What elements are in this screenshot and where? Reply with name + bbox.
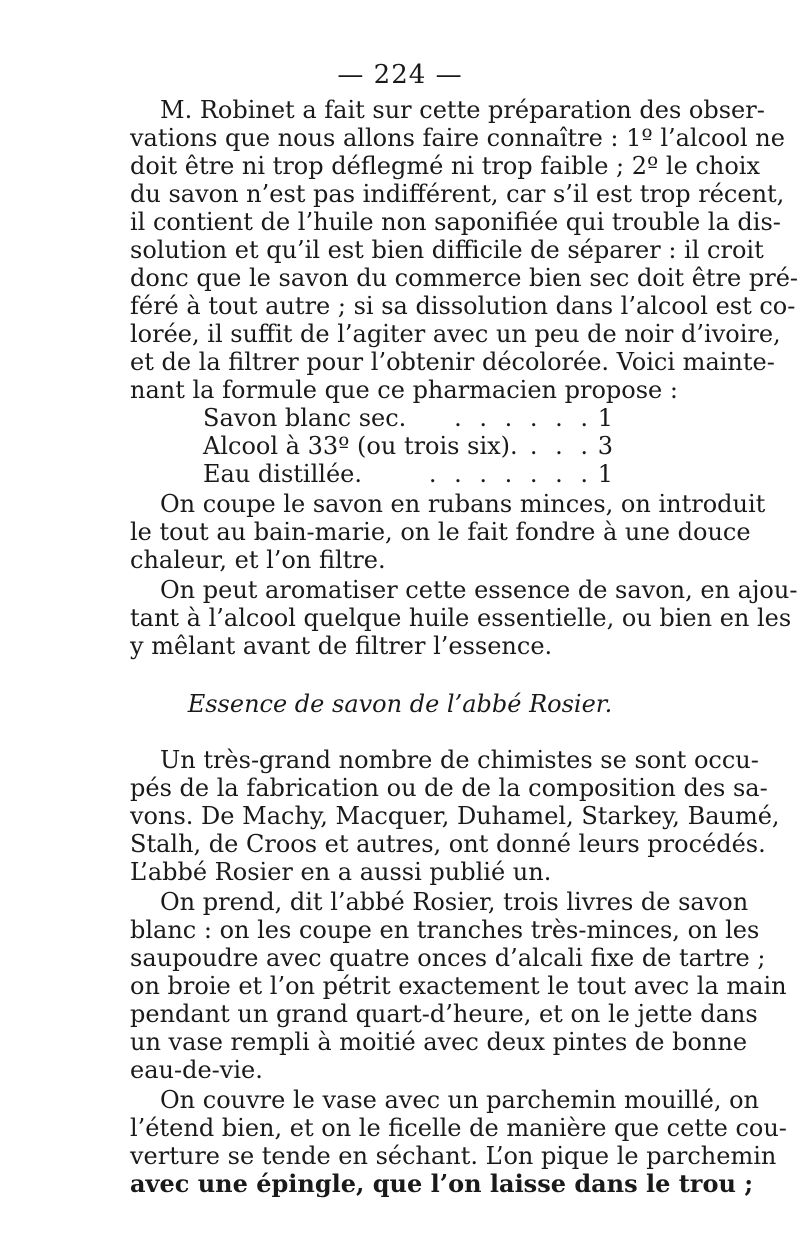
text-line: un vase rempli à moitié avec deux pintes de bonne [130, 1028, 748, 1056]
ingredient-quantity: 3 [597, 432, 613, 460]
page-number: — 224 — [337, 60, 463, 90]
text-line: le tout au bain-marie, on le fait fondre à une douce [130, 518, 751, 546]
text-line: vations que nous allons faire connaître : 1º l’alcool ne [130, 124, 785, 152]
ingredient-quantity: 1 [597, 460, 613, 488]
ingredient-name: Eau distillée. [203, 460, 362, 488]
text-line: L’abbé Rosier en a aussi publié un. [130, 858, 552, 886]
text-line: pés de la fabrication ou de de la composition des sa- [130, 774, 768, 802]
text-line: on broie et l’on pétrit exactement le tout avec la main [130, 972, 787, 1000]
text-line: il contient de l’huile non saponifiée qui trouble la dis- [130, 208, 781, 236]
text-line: donc que le savon du commerce bien sec doit être pré- [130, 264, 799, 292]
text-line: féré à tout autre ; si sa dissolution dans l’alcool est co- [130, 292, 796, 320]
text-line: avec une épingle, que l’on laisse dans le trou ; [130, 1169, 754, 1198]
text-line: M. Robinet a fait sur cette préparation des obser- [160, 96, 765, 124]
text-line: vons. De Machy, Macquer, Duhamel, Starkey, Baumé, [130, 802, 780, 830]
text-line: lorée, il suffit de l’agiter avec un peu de noir d’ivoire, [130, 320, 781, 348]
text-line: verture se tende en séchant. L’on pique le parchemin [130, 1142, 777, 1170]
leader-dots: . . . . . . [454, 404, 593, 432]
text-line: doit être ni trop déflegmé ni trop faible ; 2º le choix [130, 152, 760, 180]
text-line: solution et qu’il est bien difficile de séparer : il croit [130, 236, 764, 264]
text-line: chaleur, et l’on filtre. [130, 546, 386, 574]
text-line: nant la formule que ce pharmacien propose : [130, 376, 678, 404]
text-line: On prend, dit l’abbé Rosier, trois livres de savon [160, 888, 749, 916]
text-line: pendant un grand quart-d’heure, et on le jette dans [130, 1000, 758, 1028]
text-line: blanc : on les coupe en tranches très-minces, on les [130, 916, 760, 944]
leader-dots: . . . [529, 432, 593, 460]
text-line: du savon n’est pas indifférent, car s’il est trop récent, [130, 180, 785, 208]
formula-row [203, 432, 613, 460]
formula-row [203, 404, 613, 432]
text-line: On peut aromatiser cette essence de savon, en ajou- [160, 576, 798, 604]
text-line: Stalh, de Croos et autres, ont donné leurs procédés. [130, 830, 766, 858]
text-line: saupoudre avec quatre onces d’alcali fixe de tartre ; [130, 944, 766, 972]
text-line: y mêlant avant de filtrer l’essence. [130, 632, 553, 660]
ingredient-quantity: 1 [597, 404, 613, 432]
text-line: On coupe le savon en rubans minces, on introduit [160, 490, 766, 518]
ingredient-name: Savon blanc sec. [203, 404, 407, 432]
formula-row [203, 460, 613, 488]
text-line: Un très-grand nombre de chimistes se sont occu- [160, 746, 759, 774]
text-line: eau-de-vie. [130, 1056, 263, 1084]
leader-dots: . . . . . . . [428, 460, 593, 488]
section-heading: Essence de savon de l’abbé Rosier. [187, 690, 613, 718]
text-line: tant à l’alcool quelque huile essentielle, ou bien en les [130, 604, 792, 632]
ingredient-name: Alcool à 33º (ou trois six). [203, 432, 518, 460]
text-line: l’étend bien, et on le ficelle de manière que cette cou- [130, 1114, 787, 1142]
text-line: et de la filtrer pour l’obtenir décolorée. Voici mainte- [130, 348, 775, 376]
text-line: On couvre le vase avec un parchemin mouillé, on [160, 1086, 760, 1114]
